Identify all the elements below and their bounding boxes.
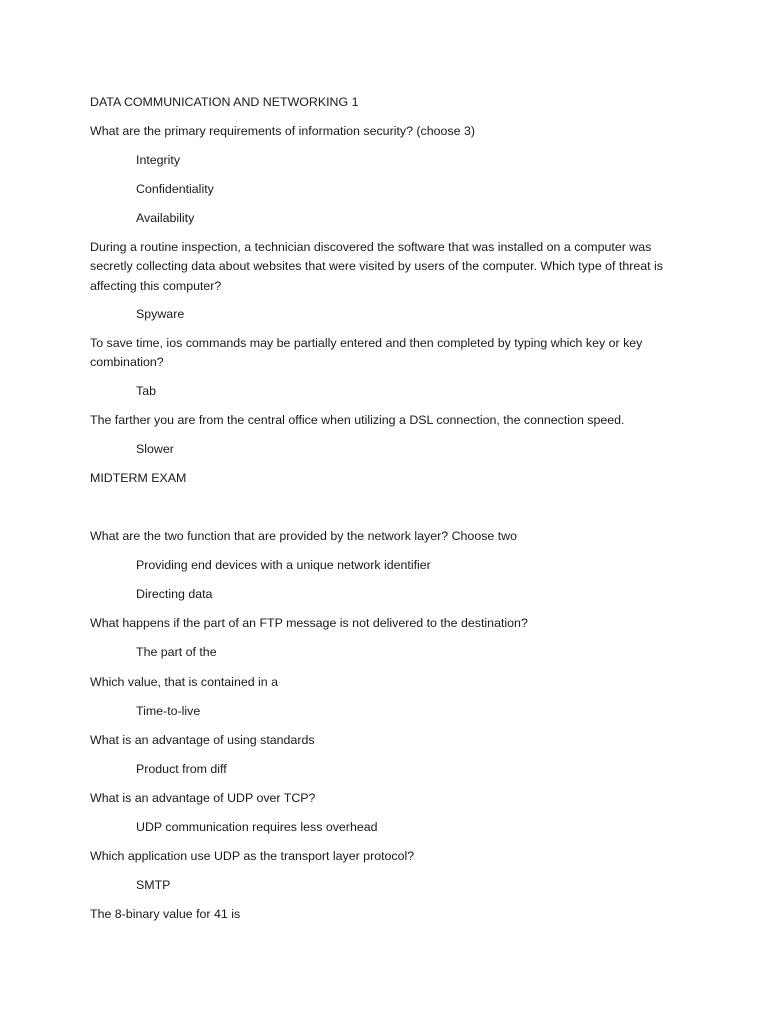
question-11: The 8-binary value for 41 is — [90, 907, 241, 921]
answer-1-integrity: Integrity — [136, 153, 181, 167]
question-4: The farther you are from the central office when utilizing a DSL connection, the connection speed. — [90, 413, 625, 427]
midterm-heading: MIDTERM EXAM — [90, 471, 187, 485]
question-8: What is an advantage of using standards — [90, 733, 315, 747]
answer-9: UDP communication requires less overhead — [136, 820, 378, 834]
answer-5-directing: Directing data — [136, 587, 213, 601]
question-1: What are the primary requirements of information security? (choose 3) — [90, 124, 475, 138]
question-5: What are the two function that are provided by the network layer? Choose two — [90, 529, 518, 543]
question-7: Which value, that is contained in a — [90, 675, 279, 689]
answer-1-availability: Availability — [136, 211, 195, 225]
question-2: During a routine inspection, a technician discovered the software that was installed on a computer was secretly collecting data about websites that were visited by users of the computer. Which type of threat is affecting this computer? — [90, 240, 664, 293]
answer-6: The part of the — [136, 645, 217, 659]
document-title: DATA COMMUNICATION AND NETWORKING 1 — [90, 95, 359, 109]
answer-4: Slower — [136, 442, 174, 456]
answer-5-identifier: Providing end devices with a unique network identifier — [136, 558, 431, 572]
answer-7: Time-to-live — [136, 704, 201, 718]
answer-2: Spyware — [136, 307, 185, 321]
answer-10: SMTP — [136, 878, 171, 892]
question-10: Which application use UDP as the transport layer protocol? — [90, 849, 415, 863]
answer-1-confidentiality: Confidentiality — [136, 182, 214, 196]
question-6: What happens if the part of an FTP message is not delivered to the destination? — [90, 616, 528, 630]
question-9: What is an advantage of UDP over TCP? — [90, 791, 316, 805]
answer-3: Tab — [136, 384, 156, 398]
answer-8: Product from diff — [136, 762, 227, 776]
question-3: To save time, ios commands may be partially entered and then completed by typing which key or key combination? — [90, 336, 643, 370]
